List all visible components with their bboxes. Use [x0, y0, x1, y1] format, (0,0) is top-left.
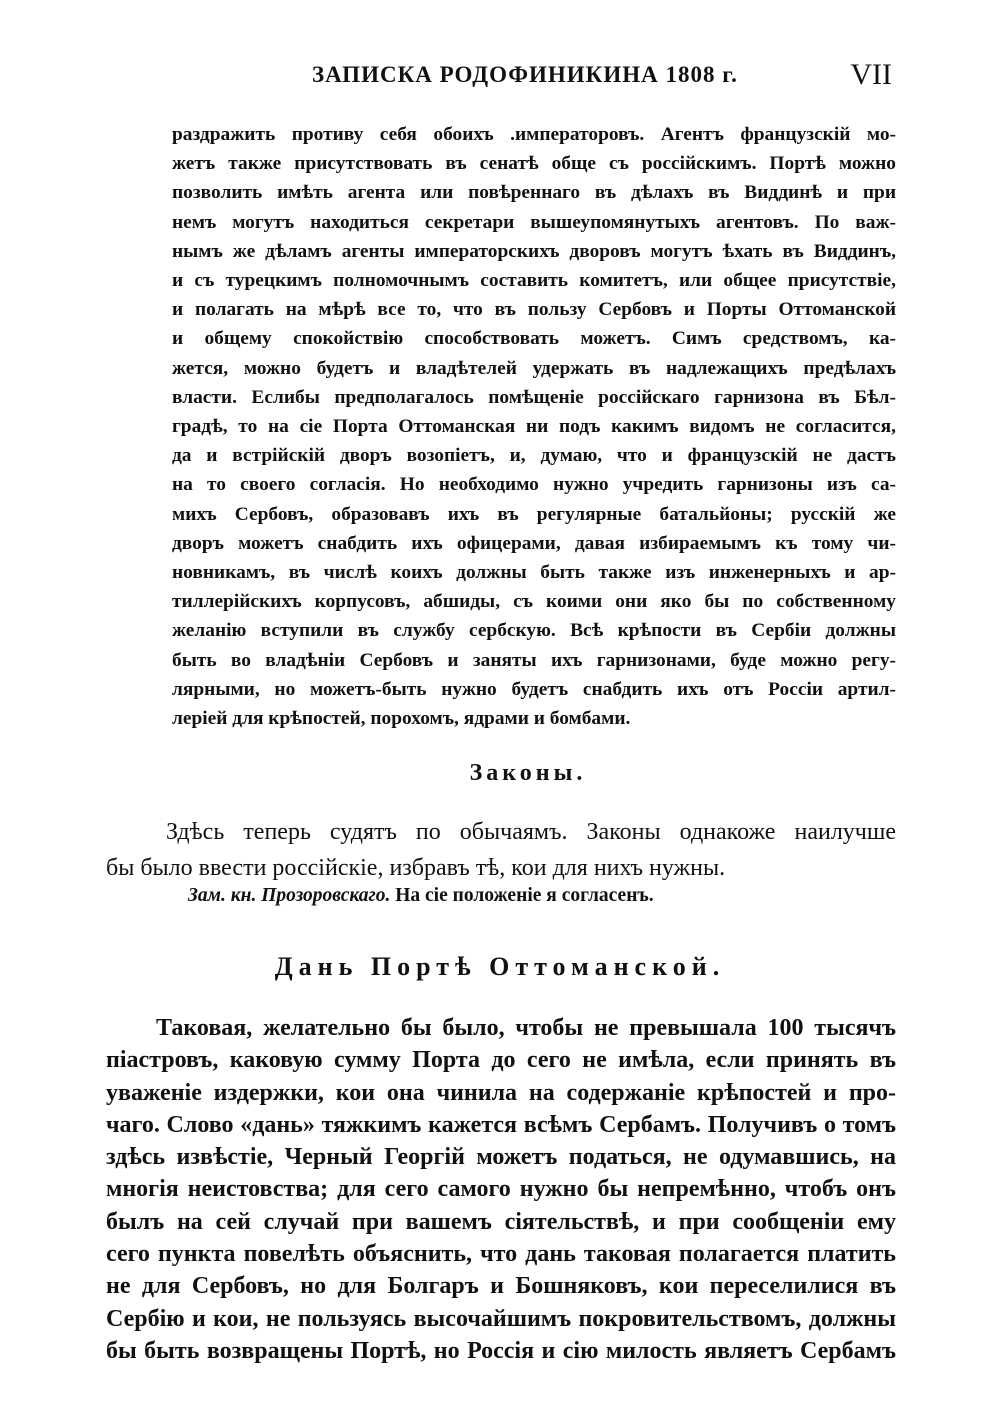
text-line: на то своего согласія. Но необходимо нужно учредить гарнизоны изъ са-: [172, 474, 896, 496]
note-author: Зам. кн. Прозоровскаго.: [188, 885, 391, 906]
text-line: бы быть возвращены Портѣ, но Россія и сію милость являетъ Сербамъ: [106, 1337, 896, 1364]
text-line: не для Сербовъ, но для Болгаръ и Бошняковъ, кои переселилися въ: [106, 1273, 896, 1300]
text-line: жетъ также присутствовать въ сенатѣ обще съ россійскимъ. Портѣ можно: [172, 153, 896, 175]
text-line: власти. Еслибы предполагалось помѣщеніе россійскаго гарнизона въ Бѣл-: [172, 386, 896, 408]
section-heading-laws: Законы.: [469, 760, 587, 786]
text-line: чаго. Слово «дань» тяжкимъ кажется всѣмъ Сербамъ. Получивъ о томъ: [106, 1111, 896, 1138]
editor-note: [188, 885, 888, 907]
text-line: здѣсь извѣстіе, Черный Георгій можетъ податься, не одумавшись, на: [106, 1144, 896, 1171]
page-number: VII: [850, 58, 892, 91]
text-line: и съ турецкимъ полномочнымъ составить комитетъ, или общее присутствіе,: [172, 270, 896, 292]
text-line: раздражить противу себя обоихъ .императоровъ. Агентъ французскій мо-: [172, 124, 896, 145]
text-line: уваженіе издержки, кои она чинила на содержаніе крѣпостей и про-: [106, 1079, 896, 1106]
text-line: дворъ можетъ снабдить ихъ офицерами, давая избираемымъ къ тому чи-: [172, 532, 896, 554]
text-line: Таковая, желательно бы было, чтобы не превышала 100 тысячъ: [156, 1015, 896, 1041]
running-head: [172, 58, 892, 102]
text-line: желанію вступили въ службу сербскую. Всѣ крѣпости въ Сербіи должны: [172, 620, 896, 642]
note-text: На сіе положеніе я согласенъ.: [390, 885, 654, 906]
text-line: позволить имѣть агента или повѣреннаго въ дѣлахъ въ Виддинѣ и при: [172, 182, 896, 204]
text-line: новникамъ, въ числѣ коихъ должны быть также изъ инженерныхъ и ар-: [172, 562, 896, 584]
text-line: и полагать на мѣрѣ все то, что въ пользу Сербовъ и Порты Оттоманской: [172, 299, 896, 321]
text-line: градѣ, то на сіе Порта Оттоманская ни подъ какимъ видомъ не согласится,: [172, 416, 896, 438]
text-line: да и встрійскій дворъ возопіетъ, и, думаю, что и французскій не дастъ: [172, 445, 896, 467]
text-line: піастровъ, каковую сумму Порта до сего не имѣла, если принять въ: [106, 1047, 896, 1074]
text-line: быть во владѣніи Сербовъ и заняты ихъ гарнизонами, буде можно регу-: [172, 649, 896, 671]
laws-paragraph: [106, 814, 896, 886]
text-line: Сербію и кои, не пользуясь высочайшимъ покровительствомъ, должны: [106, 1305, 896, 1332]
text-line: нымъ же дѣламъ агенты императорскихъ дворовъ могутъ ѣхать въ Виддинъ,: [172, 240, 896, 262]
text-line: тиллерійскихъ корпусовъ, абшиды, съ коими они яко бы по собственному: [172, 591, 896, 613]
paragraph-continuation: [172, 120, 896, 733]
tribute-paragraph: [106, 1012, 896, 1367]
text-line: немъ могутъ находиться секретари вышеупомянутыхъ агентовъ. По важ-: [172, 211, 896, 233]
text-line: сего пункта повелѣть объяснить, что дань таковая полагается платить: [106, 1241, 896, 1268]
text-line: михъ Сербовъ, образовавъ ихъ въ регулярные батальйоны; русскій же: [172, 503, 896, 525]
text-line: и общему спокойствію способствовать можетъ. Симъ средствомъ, ка-: [172, 328, 896, 350]
text-line: лярными, но можетъ-быть нужно будетъ снабдить ихъ отъ Россіи артил-: [172, 678, 896, 700]
text-line: жется, можно будетъ и владѣтелей удержать въ надлежащихъ предѣлахъ: [172, 357, 896, 379]
text-line: былъ на сей случай при вашемъ сіятельствѣ, и при сообщеніи ему: [106, 1208, 896, 1235]
section-heading-tribute: Дань Портѣ Оттоманской.: [274, 952, 726, 981]
running-title: ЗАПИСКА РОДОФИНИКИНА 1808 г.: [312, 62, 738, 87]
text-line: многія неистовства; для сего самого нужно бы непремѣнно, чтобъ онъ: [106, 1176, 896, 1203]
text-line: Здѣсь теперь судятъ по обычаямъ. Законы однакоже наилучше: [166, 819, 896, 845]
text-line: леріей для крѣпостей, порохомъ, ядрами и бомбами.: [172, 708, 631, 730]
text-line: бы было ввести россійскіе, избравъ тѣ, кои для нихъ нужны.: [106, 855, 726, 881]
